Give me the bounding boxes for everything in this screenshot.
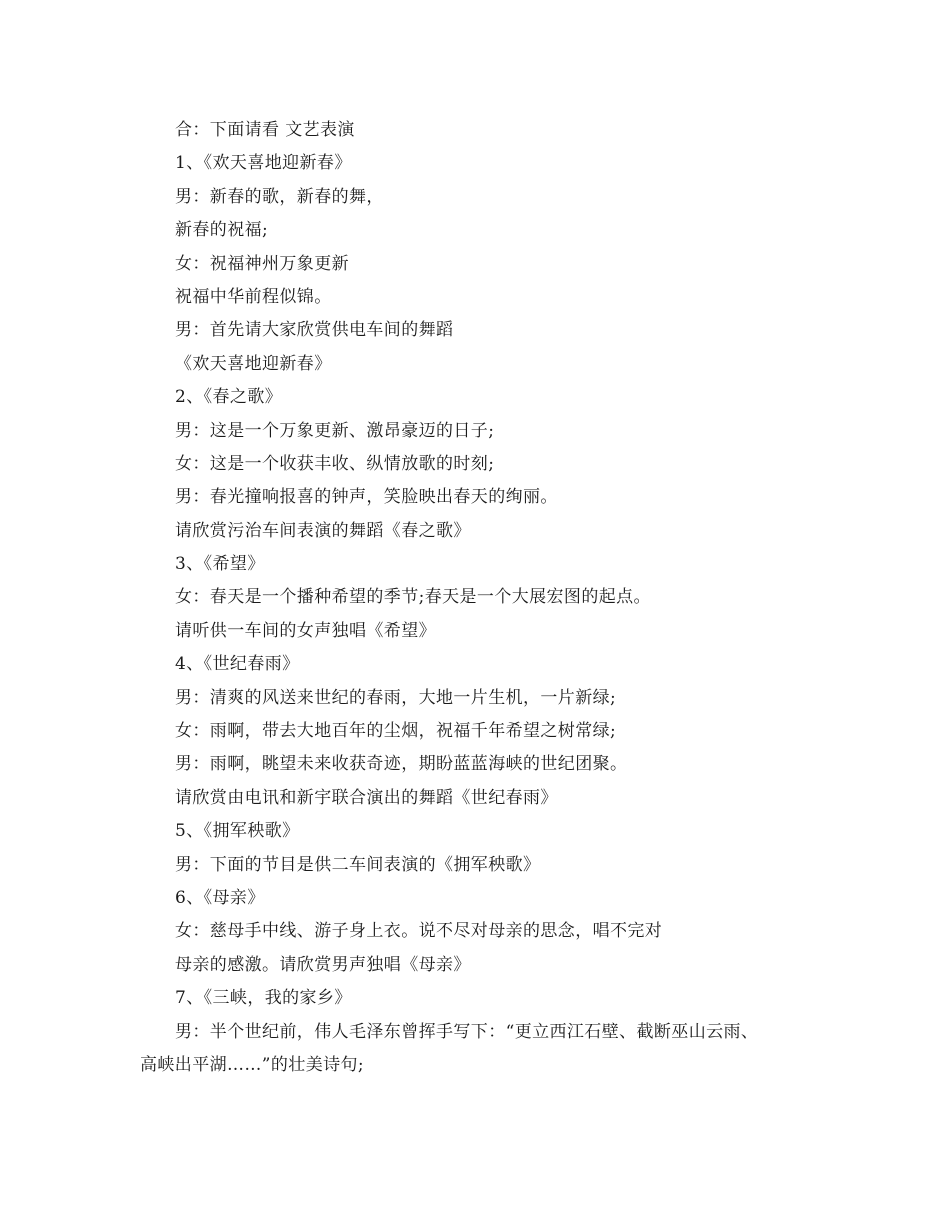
text-line-25: 女：慈母手中线、游子身上衣。说不尽对母亲的思念，唱不完对 [175,921,663,942]
text-line-14: 3、《希望》 [175,554,265,575]
text-line-29: 高峡出平湖……”的壮美诗句; [140,1054,365,1075]
text-line-20: 男：雨啊，眺望未来收获奇迹，期盼蓝蓝海峡的世纪团聚。 [175,754,628,775]
text-line-17: 4、《世纪春雨》 [175,654,300,675]
text-line-15: 女：春天是一个播种希望的季节;春天是一个大展宏图的起点。 [175,587,651,608]
text-line-26: 母亲的感激。请欣赏男声独唱《母亲》 [175,954,471,975]
text-line-24: 6、《母亲》 [175,887,265,908]
text-line-23: 男：下面的节目是供二车间表演的《拥军秧歌》 [175,854,541,875]
text-line-6: 祝福中华前程似锦。 [175,286,332,307]
text-line-21: 请欣赏由电讯和新宇联合演出的舞蹈《世纪春雨》 [175,787,558,808]
text-line-7: 男：首先请大家欣赏供电车间的舞蹈 [175,320,454,341]
text-line-13: 请欣赏污治车间表演的舞蹈《春之歌》 [175,520,471,541]
text-line-19: 女：雨啊，带去大地百年的尘烟，祝福千年希望之树常绿; [175,721,617,742]
text-line-3: 男：新春的歌，新春的舞， [175,186,384,207]
text-line-22: 5、《拥军秧歌》 [175,821,300,842]
text-line-4: 新春的祝福; [175,220,269,241]
document-body [140,114,815,1082]
text-line-11: 女：这是一个收获丰收、纵情放歌的时刻; [175,453,495,474]
text-line-10: 男：这是一个万象更新、激昂豪迈的日子; [175,420,495,441]
text-line-5: 女：祝福神州万象更新 [175,253,349,274]
text-line-18: 男：清爽的风送来世纪的春雨，大地一片生机，一片新绿; [175,687,617,708]
text-line-16: 请听供一车间的女声独唱《希望》 [175,620,436,641]
text-line-28: 男：半个世纪前，伟人毛泽东曾挥手写下：“更立西江石壁、截断巫山云雨、 [175,1021,759,1042]
text-line-8: 《欢天喜地迎新春》 [175,353,332,374]
text-line-2: 1、《欢天喜地迎新春》 [175,153,352,174]
text-line-9: 2、《春之歌》 [175,387,283,408]
text-line-1: 合：下面请看 文艺表演 [175,120,355,140]
text-line-27: 7、《三峡，我的家乡》 [175,988,352,1009]
text-line-12: 男：春光撞响报喜的钟声，笑脸映出春天的绚丽。 [175,487,558,508]
